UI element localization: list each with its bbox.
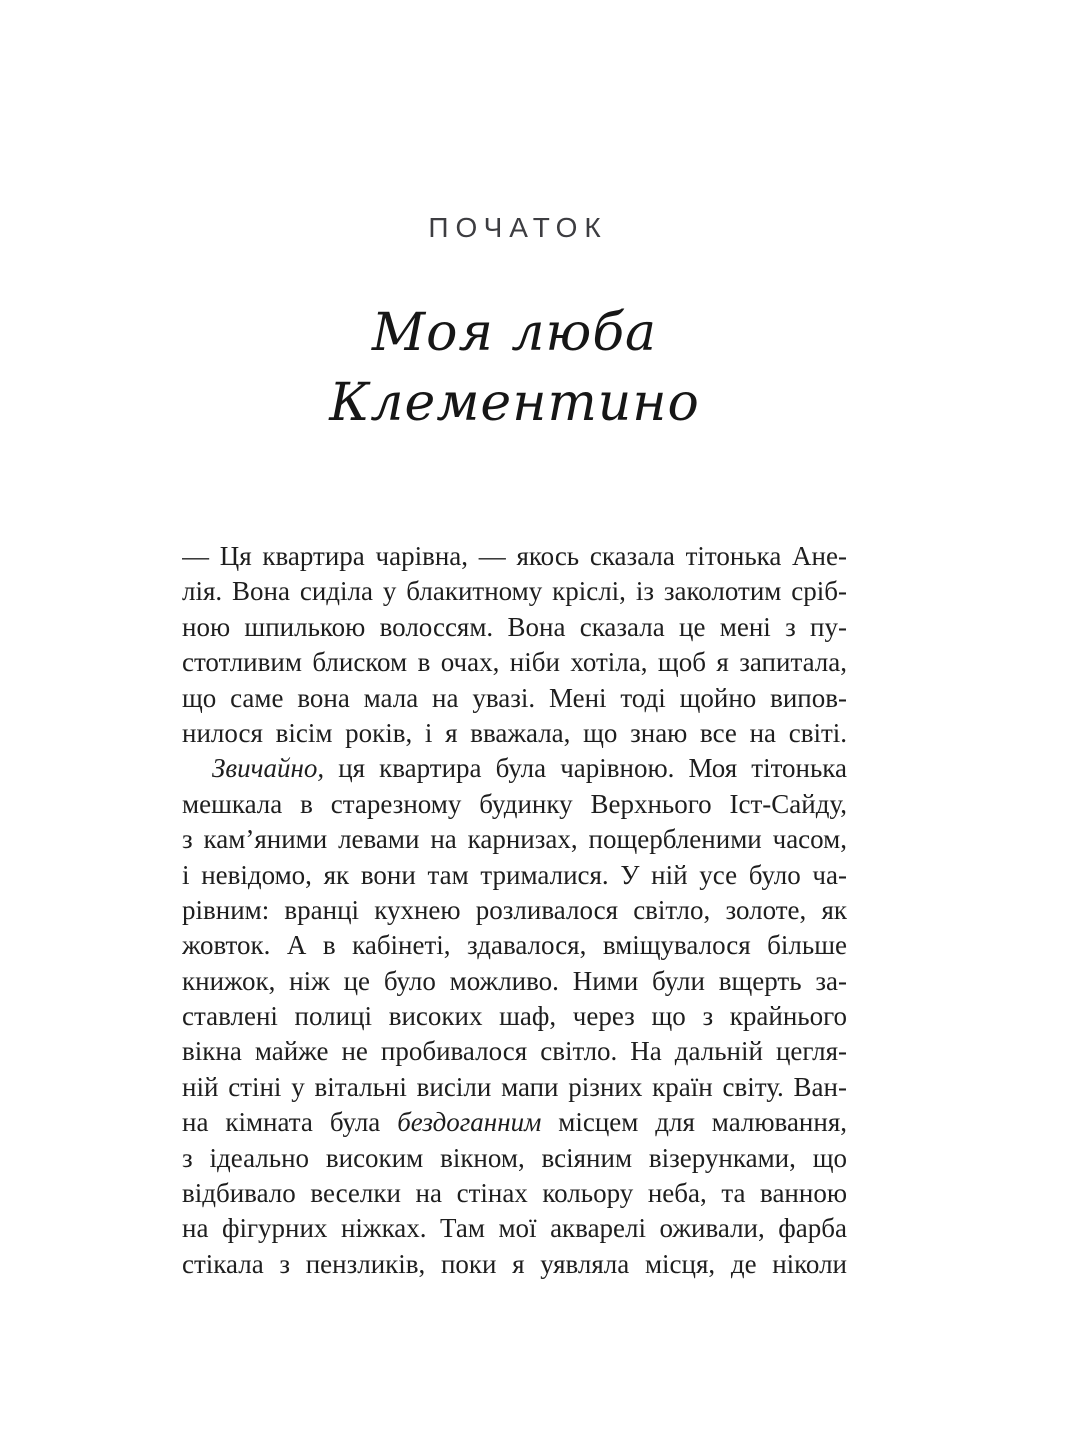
text-segment: стікала з пензликів, поки я уявляла місця, де ніколи — [182, 1248, 847, 1279]
text-line — [182, 539, 847, 574]
text-segment: рівним: вранці кухнею розливалося світло, золоте, як — [182, 894, 847, 925]
text-line — [182, 574, 847, 609]
text-line — [182, 1211, 847, 1246]
text-line — [182, 787, 847, 822]
text-segment: відбивало веселки на стінах кольору неба, та ванною — [182, 1178, 847, 1209]
text-segment: з кам’яними левами на карнизах, пощербленими часом, — [182, 824, 847, 855]
section-label: ПОЧАТОК — [428, 212, 608, 243]
text-segment: ця квартира була чарівною. Моя тітонька — [324, 753, 847, 784]
chapter-title — [182, 298, 847, 438]
text-segment: місцем для малювання, — [541, 1107, 847, 1138]
text-segment: і невідомо, як вони там трималися. У ній усе було ча- — [182, 859, 847, 890]
body-text — [182, 539, 847, 1282]
text-segment: на фігурних ніжках. Там мої акварелі оживали, фарба — [182, 1213, 847, 1244]
text-line — [182, 610, 847, 645]
text-line — [182, 1034, 847, 1069]
text-line — [182, 716, 847, 751]
text-line — [182, 1176, 847, 1211]
text-line — [182, 928, 847, 963]
emphasis-text: бездоганним — [397, 1107, 542, 1138]
text-segment: книжок, ніж це було можливо. Ними були вщерть за- — [182, 965, 847, 996]
text-segment: на кімната була — [182, 1107, 398, 1138]
text-line — [182, 681, 847, 716]
text-line — [182, 964, 847, 999]
chapter-title-line1: Моя люба — [371, 303, 658, 363]
text-line — [182, 999, 847, 1034]
text-segment: лія. Вона сиділа у блакитному кріслі, із заколотим сріб- — [182, 576, 847, 607]
text-segment: ною шпилькою волоссям. Вона сказала це мені з пу- — [182, 611, 847, 642]
text-segment: ній стіні у вітальні висіли мапи різних країн світу. Ван- — [182, 1071, 847, 1102]
text-line — [182, 751, 847, 786]
text-segment: що саме вона мала на увазі. Мені тоді щойно випов- — [182, 682, 847, 713]
chapter-title-line2: Клементино — [329, 373, 700, 433]
emphasis-text: Звичайно, — [212, 753, 325, 784]
text-line — [182, 1070, 847, 1105]
text-segment: — Ця квартира чарівна, — якось сказала тітонька Ане- — [182, 541, 847, 571]
page-content — [182, 0, 847, 1440]
text-segment: жовток. А в кабінеті, здавалося, вміщувалося більше — [182, 930, 847, 961]
text-segment: нилося вісім років, і я вважала, що знаю все на світі. — [182, 717, 847, 748]
text-segment: стотливим блиском в очах, ніби хотіла, щоб я запитала, — [182, 647, 847, 678]
text-line — [182, 1247, 847, 1282]
text-line — [182, 645, 847, 680]
text-line — [182, 1141, 847, 1176]
text-line — [182, 1105, 847, 1140]
text-segment: вікна майже не пробивалося світло. На дальній цегля- — [182, 1036, 847, 1067]
text-segment: ставлені полиці високих шаф, через що з крайнього — [182, 1001, 847, 1032]
text-segment: з ідеально високим вікном, всіяним візерунками, що — [182, 1142, 847, 1173]
text-segment: мешкала в старезному будинку Верхнього Іст-Сайду, — [182, 788, 847, 819]
text-line — [182, 858, 847, 893]
text-line — [182, 822, 847, 857]
text-line — [182, 893, 847, 928]
